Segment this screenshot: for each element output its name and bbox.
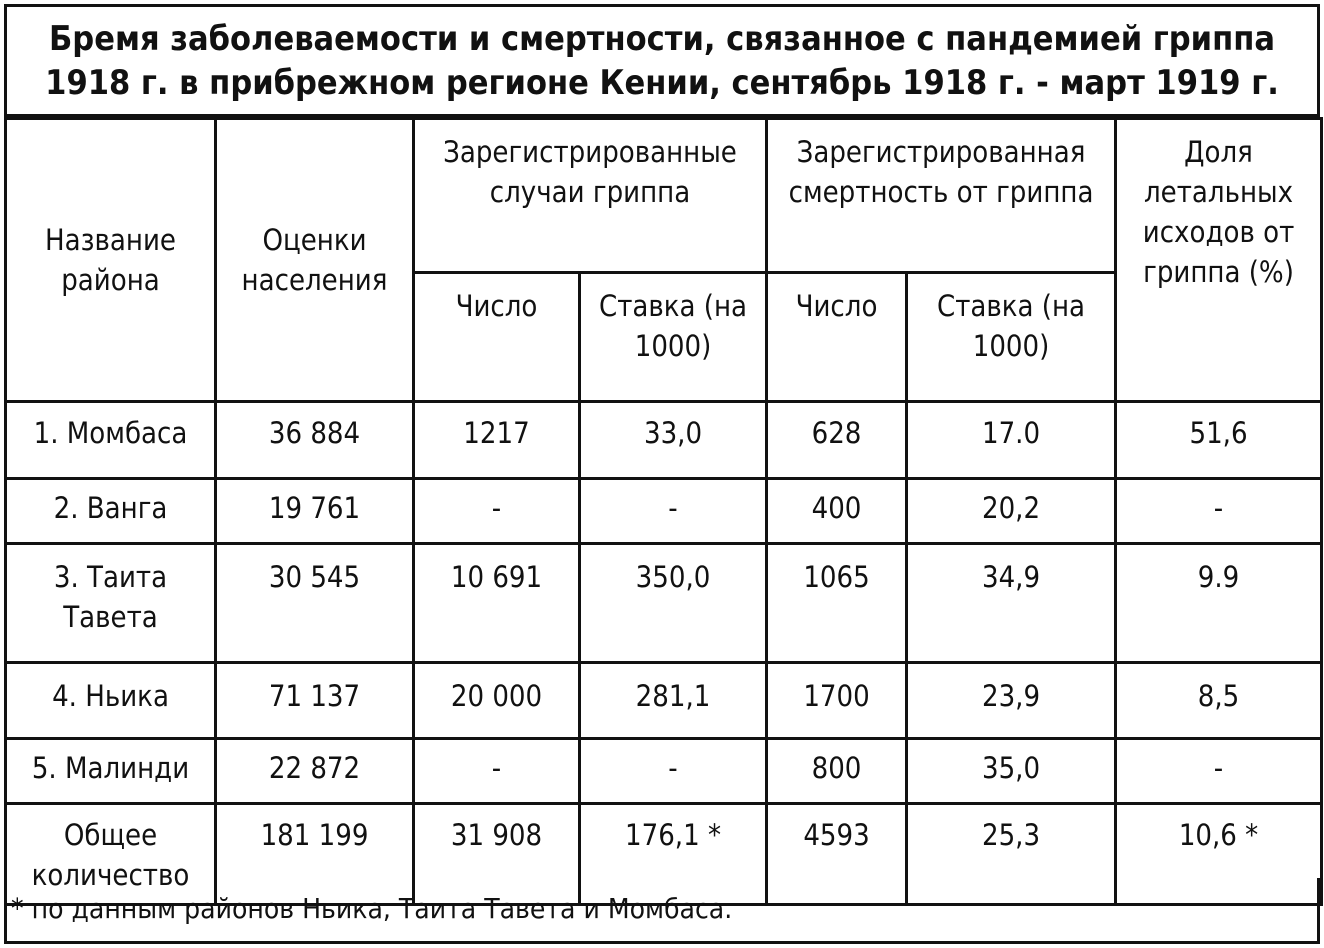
cell-deaths-number: 628 [767, 402, 907, 479]
table-row [6, 479, 1322, 544]
table-title: Бремя заболеваемости и смертности, связанное с пандемией гриппа 1918 г. в прибрежном регионе Кении, сентябрь 1918 г. - март 1919 г. [45, 18, 1279, 103]
cell-population: 30 545 [216, 544, 414, 663]
table-title-box [4, 4, 1320, 117]
table-row [6, 402, 1322, 479]
cell-district: 4. Ньика [6, 663, 216, 739]
cell-deaths-rate: 17.0 [907, 402, 1116, 479]
cell-deaths-rate: 35,0 [907, 739, 1116, 804]
cell-population: 71 137 [216, 663, 414, 739]
cell-cfr: 51,6 [1116, 402, 1322, 479]
cell-cfr: 8,5 [1116, 663, 1322, 739]
cell-cases-number: 10 691 [414, 544, 580, 663]
cell-deaths-number: 400 [767, 479, 907, 544]
header-cases-group: Зарегистрированные случаи гриппа [414, 119, 767, 273]
cell-deaths-number: 1065 [767, 544, 907, 663]
cell-deaths-rate: 25,3 [907, 804, 1116, 905]
cell-population: 22 872 [216, 739, 414, 804]
header-row-1 [6, 119, 1322, 273]
cell-cases-rate: 176,1 * [580, 804, 767, 905]
cell-cfr: 9.9 [1116, 544, 1322, 663]
cell-population: 181 199 [216, 804, 414, 905]
cell-deaths-rate: 34,9 [907, 544, 1116, 663]
cell-population: 36 884 [216, 402, 414, 479]
cell-cases-rate: 350,0 [580, 544, 767, 663]
header-deaths-group: Зарегистрированная смертность от гриппа [767, 119, 1116, 273]
cell-cases-number: 20 000 [414, 663, 580, 739]
cell-deaths-rate: 20,2 [907, 479, 1116, 544]
header-cases-number: Число [414, 273, 580, 402]
cell-cases-rate: - [580, 479, 767, 544]
header-district: Название района [6, 119, 216, 402]
table-row [6, 739, 1322, 804]
table-row [6, 544, 1322, 663]
cell-cases-rate: 33,0 [580, 402, 767, 479]
cell-cases-rate: 281,1 [580, 663, 767, 739]
header-cases-rate: Ставка (на 1000) [580, 273, 767, 402]
cell-cfr: - [1116, 739, 1322, 804]
cell-population: 19 761 [216, 479, 414, 544]
cell-cfr: - [1116, 479, 1322, 544]
cell-cfr: 10,6 * [1116, 804, 1322, 905]
cell-deaths-number: 800 [767, 739, 907, 804]
table-row [6, 663, 1322, 739]
cell-deaths-number: 1700 [767, 663, 907, 739]
cell-cases-number: 1217 [414, 402, 580, 479]
footnote: * по данным районов Ньика, Таита Тавета и Момбаса. [4, 878, 1320, 944]
header-deaths-number: Число [767, 273, 907, 402]
cell-district: 5. Малинди [6, 739, 216, 804]
cell-district: 2. Ванга [6, 479, 216, 544]
cell-deaths-number: 4593 [767, 804, 907, 905]
cell-cases-rate: - [580, 739, 767, 804]
header-population: Оценки населения [216, 119, 414, 402]
cell-district: Общее количество [6, 804, 216, 905]
influenza-table [4, 117, 1323, 906]
header-cfr: Доля летальных исходов от гриппа (%) [1116, 119, 1322, 402]
cell-district: 3. Таита Тавета [6, 544, 216, 663]
cell-deaths-rate: 23,9 [907, 663, 1116, 739]
cell-cases-number: 31 908 [414, 804, 580, 905]
cell-cases-number: - [414, 739, 580, 804]
header-deaths-rate: Ставка (на 1000) [907, 273, 1116, 402]
cell-district: 1. Момбаса [6, 402, 216, 479]
cell-cases-number: - [414, 479, 580, 544]
